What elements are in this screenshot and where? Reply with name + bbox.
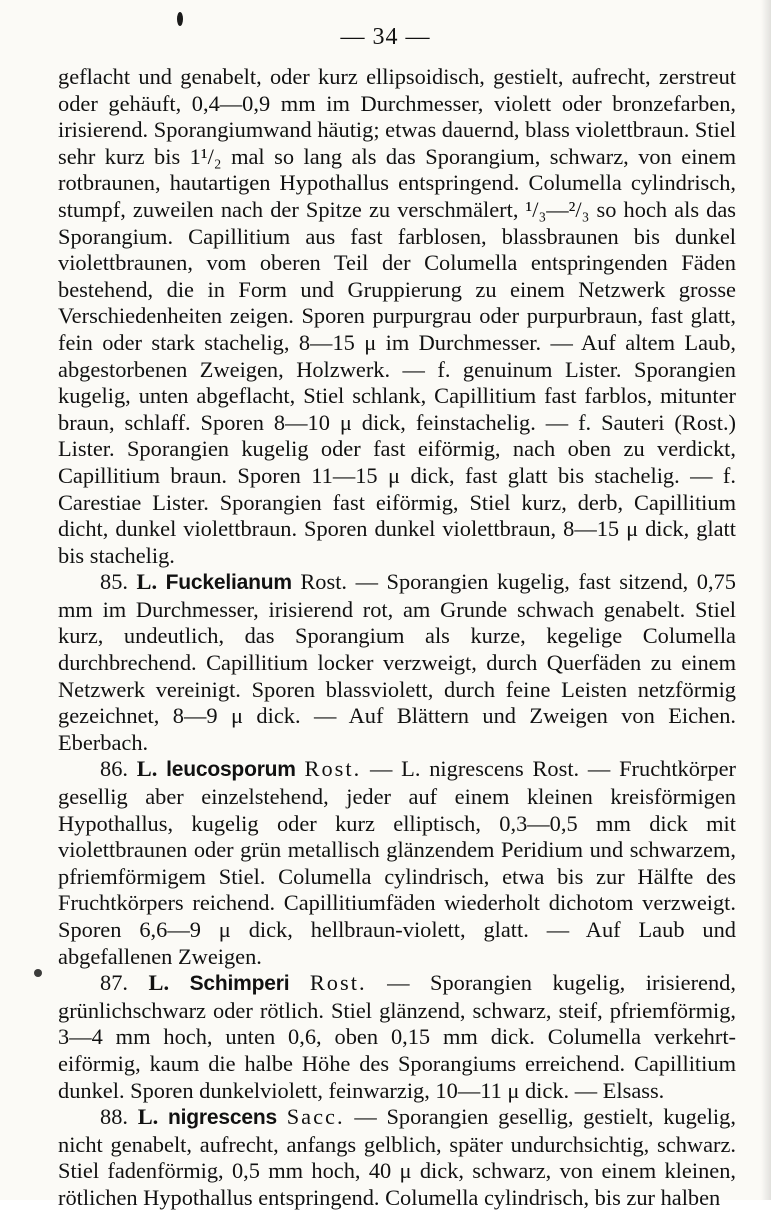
page-number: — 34 —	[340, 24, 431, 50]
entry-species: Fuckelianum	[165, 571, 292, 595]
continued-paragraph: geflacht und genabelt, oder kurz ellipsoidisch, gestielt, aufrecht, zerstreut oder gehäuft, 0,4—0,9 mm im Durchmesser, violett oder bronzefarben, irisierend. Sporangiumwand häutig; etwas dauernd, blass violettbraun. Stiel sehr kurz bis 1¹/₂ mal so lang als das Sporangium, schwarz, von einem rotbraunen, hautartigen Hypothallus entspringend. Columella cylindrisch, stumpf, zuweilen nach der Spitze zu verschmälert, ¹/₃—²/₃ so hoch als das Sporangium. Capillitium aus fast farblosen, blassbraunen bis dunkel violettbraunen, vom oberen Teil der Columella entspringenden Fäden bestehend, die in Form und Gruppierung zu einem Netzwerk grosse Verschiedenheiten zeigen. Sporen purpurgrau oder purpurbraun, fast glatt, fein oder stark stachelig, 8—15 μ im Durchmesser. — Auf altem Laub, abgestorbenen Zweigen, Holzwerk. — f. genuinum Lister. Sporangien kugelig, unten abgeflacht, Stiel schlank, Capillitium fast farblos, mitunter braun, schlaff. Sporen 8—10 μ dick, feinstachelig. — f. Sauteri (Rost.) Lister. Sporangien kugelig oder fast eiförmig, nach oben zu verdickt, Capillitium braun. Sporen 11—15 μ dick, fast glatt bis stachelig. — f. Carestiae Lister. Sporangien fast eiförmig, Stiel kurz, derb, Capillitium dicht, dunkel violettbraun. Sporen dunkel violettbraun, 8—15 μ dick, glatt bis stachelig.	[58, 64, 736, 568]
entry-text: — Sporangien kugelig, irisierend, grünlichschwarz oder rötlich. Stiel glänzend, schwarz, steif, pfriemförmig, 3—4 mm hoch, unten 0,6, oben 0,15 mm dick. Columella verkehrt-eiförmig, kaum die halbe Höhe des Sporangiums erreichend. Capillitium dunkel. Sporen dunkelviolett, feinwarzig, 10—11 μ dick. — Elsass.	[58, 970, 736, 1103]
entry-author: Rost.	[300, 569, 348, 595]
entry-text: — Sporangien kugelig, fast sitzend, 0,75 mm im Durchmesser, irisierend rot, am Grunde schwach genabelt. Stiel kurz, undeutlich, das Sporangium als kurze, kegelige Columella durchbrechend. Capillitium locker verzweigt, durch Querfäden zu einem Netzwerk vereinigt. Sporen blassviolett, durch feine Leisten netzförmig gezeichnet, 8—9 μ dick. — Auf Blättern und Zweigen von Eichen. Eberbach.	[58, 569, 736, 755]
species-entry-86	[58, 756, 736, 970]
entry-species: nigrescens	[168, 1106, 277, 1130]
entry-genus: L.	[136, 756, 158, 782]
species-entry-87	[58, 970, 736, 1104]
entry-species: Schimperi	[189, 972, 290, 996]
entry-text: — L. nigrescens Rost. — Fruchtkörper gesellig aber einzelstehend, jeder auf einem kleinen kreisförmigen Hypothallus, kugelig oder kurz elliptisch, 0,3—0,5 mm dick mit violettbraunen oder grün metallisch glänzendem Peridium und schwarzem, pfriemförmigem Stiel. Columella cylindrisch, etwa bis zur Hälfte des Fruchtkörpers reichend. Capillitiumfäden wiederholt dichotom verzweigt. Sporen 6,6—9 μ dick, hellbraun-violett, glatt. — Auf Laub und abgefallenen Zweigen.	[58, 756, 736, 969]
page-edge-shadow	[761, 0, 771, 1200]
entry-species: leucosporum	[166, 758, 296, 782]
entry-text: — Sporangien gesellig, gestielt, kugelig, nicht genabelt, aufrecht, anfangs gelblich, später undurchsichtig, schwarz. Stiel fadenförmig, 0,5 mm hoch, 40 μ dick, schwarz, von einem kleinen, rötlichen Hypothallus entspringend. Columella cylindrisch, bis zur halben	[58, 1104, 736, 1210]
species-entry-85	[58, 569, 736, 756]
species-entry-88	[58, 1104, 736, 1211]
entry-author: Rost.	[304, 756, 362, 782]
entry-number: 85.	[100, 569, 128, 595]
entry-number: 88.	[100, 1104, 128, 1130]
entry-author: Sacc.	[286, 1104, 345, 1130]
entry-number: 87.	[100, 970, 128, 996]
entry-number: 86.	[100, 756, 128, 782]
entry-genus: L.	[137, 1104, 159, 1130]
ink-spot-left	[34, 969, 42, 977]
entry-genus: L.	[136, 569, 158, 595]
entry-genus: L.	[148, 970, 170, 996]
page-body	[58, 64, 736, 1212]
entry-author: Rost.	[309, 970, 367, 996]
